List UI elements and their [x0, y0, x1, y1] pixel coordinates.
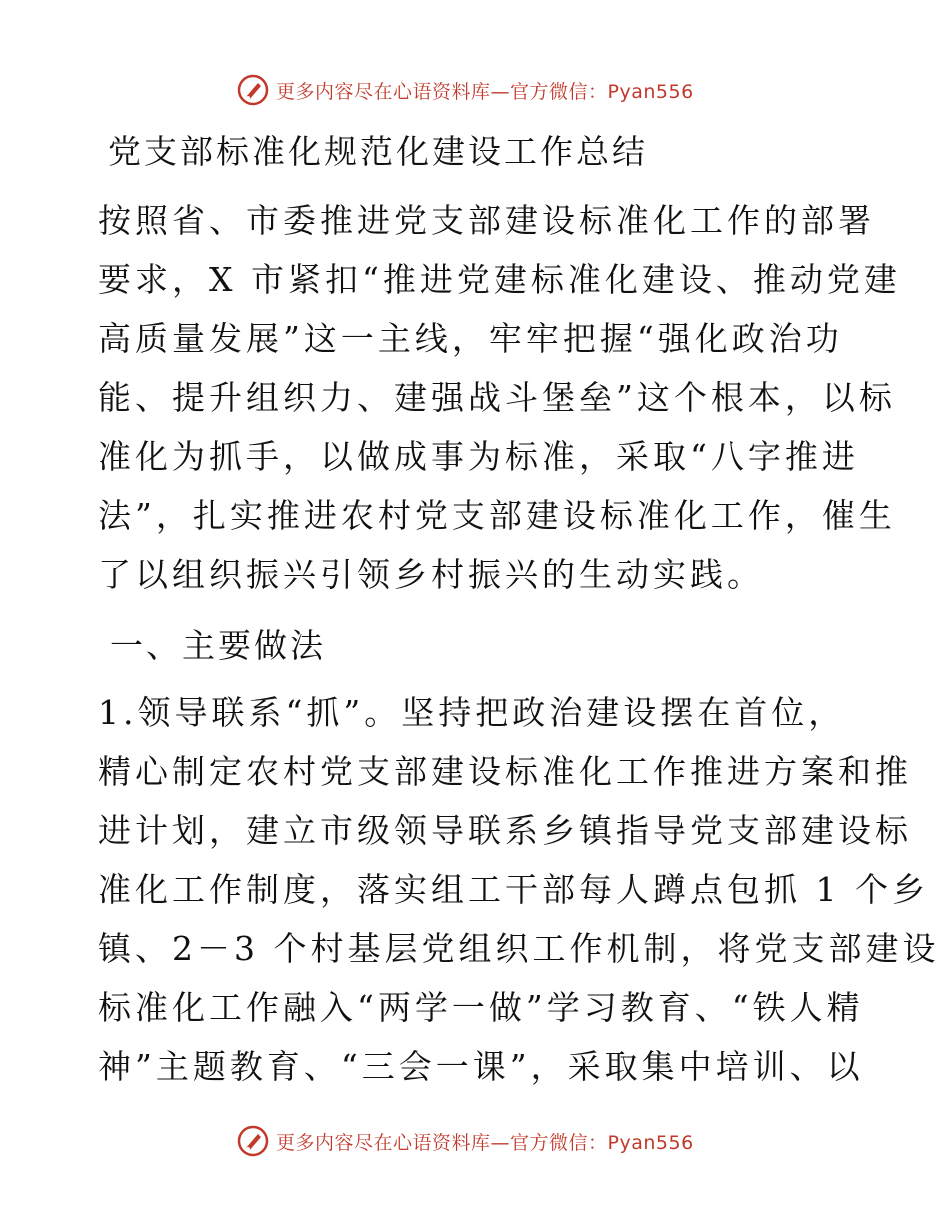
- watermark-text: 更多内容尽在心语资料库—官方微信：Pyan556: [276, 1131, 694, 1154]
- pen-nib-logo-icon: [236, 73, 270, 107]
- text-line: 高质量发展”这一主线，牢牢把握“强化政治功: [98, 319, 843, 358]
- document-title: 党支部标准化规范化建设工作总结: [108, 132, 648, 171]
- text-line: 镇、2－3 个村基层党组织工作机制，将党支部建设: [98, 929, 940, 968]
- watermark-banner-top: [236, 73, 694, 107]
- text-line: 了以组织振兴引领乡村振兴的生动实践。: [98, 555, 764, 594]
- pen-nib-logo-icon: [236, 1124, 270, 1158]
- text-line: 能、提升组织力、建强战斗堡垒”这个根本，以标: [98, 378, 896, 417]
- text-line: 进计划，建立市级领导联系乡镇指导党支部建设标: [98, 811, 912, 850]
- watermark-text: 更多内容尽在心语资料库—官方微信：Pyan556: [276, 80, 694, 103]
- text-line: 按照省、市委推进党支部建设标准化工作的部署: [98, 201, 875, 240]
- text-line: 准化工作制度，落实组工干部每人蹲点包抓 1 个乡: [98, 870, 929, 909]
- watermark-banner-bottom: [236, 1124, 694, 1158]
- text-line: 要求，X 市紧扣“推进党建标准化建设、推动党建: [98, 260, 901, 299]
- text-line: 准化为抓手，以做成事为标准，采取“八字推进: [98, 437, 859, 476]
- paragraph-intro: [98, 191, 901, 604]
- text-line: 神”主题教育、“三会一课”，采取集中培训、以: [98, 1047, 864, 1086]
- text-line: 法”，扎实推进农村党支部建设标准化工作，催生: [98, 496, 896, 535]
- section-heading: 一、主要做法: [110, 626, 326, 665]
- text-line: 1.领导联系“抓”。坚持把政治建设摆在首位，: [98, 693, 846, 732]
- paragraph-leadership: [98, 683, 940, 1096]
- text-line: 标准化工作融入“两学一做”学习教育、“铁人精: [98, 988, 864, 1027]
- text-line: 精心制定农村党支部建设标准化工作推进方案和推: [98, 752, 912, 791]
